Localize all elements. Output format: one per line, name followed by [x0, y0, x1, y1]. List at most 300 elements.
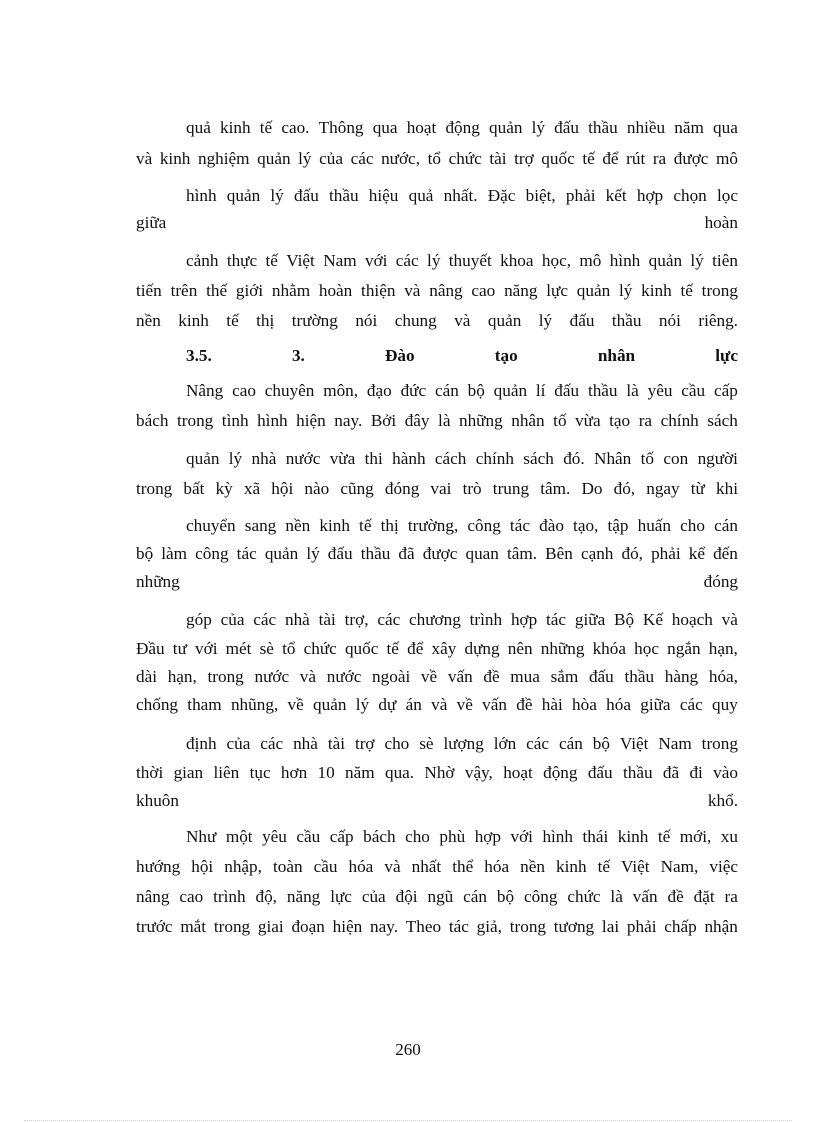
word: hóa, — [708, 667, 738, 686]
word: lọc — [716, 186, 738, 205]
word: giữa — [574, 610, 606, 629]
word: và — [384, 857, 401, 876]
text-line — [136, 856, 738, 878]
word: kinh — [319, 516, 350, 535]
word: đấu — [293, 186, 319, 205]
text-line — [186, 826, 738, 848]
word: lớn — [493, 734, 517, 753]
word: phải — [651, 544, 681, 563]
word: vấn — [632, 887, 658, 906]
word: đào — [539, 516, 564, 535]
word: người — [697, 449, 738, 468]
text-line — [136, 310, 738, 332]
text-line — [136, 694, 738, 716]
word: học, — [541, 251, 572, 270]
word: cán — [714, 516, 738, 535]
word: hình — [257, 411, 288, 430]
word: mới, — [679, 827, 712, 846]
word: các — [679, 695, 703, 714]
word: biệt, — [525, 186, 556, 205]
word: hình — [609, 251, 641, 270]
word: sách — [707, 411, 738, 430]
word: chức — [448, 149, 482, 168]
word: ngắn — [667, 639, 701, 658]
word: ngoài — [372, 667, 411, 686]
word: hội — [271, 479, 294, 498]
word: hội — [191, 857, 214, 876]
word: nhà — [251, 449, 277, 468]
word: trong — [136, 479, 173, 498]
word: tạo, — [573, 516, 599, 535]
word: toàn — [272, 857, 303, 876]
text-line — [186, 185, 738, 207]
word: đó, — [613, 479, 636, 498]
text-line — [136, 410, 738, 432]
word: được — [673, 149, 709, 168]
word: trợ — [354, 734, 375, 753]
section-heading: 3.5. 3. Đào tạo nhân lực — [186, 346, 738, 365]
text-line — [136, 280, 738, 302]
word: tiên — [712, 251, 738, 270]
word: chính — [475, 449, 514, 468]
word: đề — [483, 667, 500, 686]
word: thiện — [361, 281, 396, 300]
word: nay. — [370, 917, 398, 936]
word: Bên — [545, 544, 573, 563]
word: khoa — [500, 251, 534, 270]
word: Việt — [621, 857, 650, 876]
word: kinh — [617, 827, 649, 846]
word: nên — [507, 639, 533, 658]
word: thi — [364, 449, 383, 468]
word: khóa — [592, 639, 626, 658]
word: chuyển — [186, 516, 236, 535]
word: quản — [648, 251, 683, 270]
word: tế — [680, 281, 693, 300]
word: đấu — [587, 763, 613, 782]
word: cảnh — [186, 251, 219, 270]
text-line — [136, 666, 738, 688]
word: tế — [226, 311, 239, 330]
page-number: 260 — [395, 1040, 421, 1059]
word: đạo — [366, 381, 392, 400]
word: lý — [298, 149, 312, 168]
word: những — [540, 639, 585, 658]
word: hiện — [296, 411, 326, 430]
word: lực — [546, 281, 568, 300]
word: lý — [228, 449, 243, 468]
word: vừa — [575, 411, 601, 430]
word: mô — [716, 149, 738, 168]
word: cao — [232, 381, 256, 400]
word: hướng — [136, 857, 181, 876]
word: đội — [395, 887, 418, 906]
word: việc — [709, 857, 738, 876]
word: quản — [257, 149, 291, 168]
word: Nhân — [594, 449, 632, 468]
word: nước — [285, 449, 321, 468]
word: án — [405, 695, 422, 714]
word: 10 — [317, 763, 335, 782]
word: kinh — [641, 281, 672, 300]
word: lý — [427, 251, 441, 270]
word: cao — [471, 281, 496, 300]
word: bách — [136, 411, 169, 430]
word: xu — [720, 827, 738, 846]
word: một — [225, 827, 253, 846]
word: hợp — [474, 827, 501, 846]
word: và — [454, 311, 471, 330]
word: Việt — [619, 734, 649, 753]
word: chuyên — [264, 381, 315, 400]
word: thế — [206, 281, 228, 300]
word: tế — [386, 639, 399, 658]
word: lý — [531, 118, 545, 137]
word: tác — [236, 544, 257, 563]
word: tác — [509, 516, 530, 535]
word: quản — [186, 449, 220, 468]
word: hóa — [484, 857, 510, 876]
word: ngay — [646, 479, 680, 498]
text-line — [136, 638, 738, 660]
word: bách — [363, 827, 396, 846]
word: Như — [186, 827, 217, 846]
word: chọn — [673, 186, 707, 205]
text-line — [136, 886, 738, 908]
word: của — [361, 887, 386, 906]
word: nâng — [136, 887, 170, 906]
word: thời — [136, 763, 164, 782]
word: hợp — [636, 186, 664, 205]
word: tâm. — [506, 544, 538, 563]
word: huấn — [637, 516, 672, 535]
word: sè — [419, 734, 434, 753]
word: các — [377, 610, 401, 629]
word: sách — [523, 449, 554, 468]
word: đấu — [554, 381, 580, 400]
word: thị — [256, 311, 275, 330]
word: kỳ — [215, 479, 233, 498]
word: đã — [662, 763, 680, 782]
word: đấu — [588, 667, 614, 686]
word: Bởi — [370, 411, 397, 430]
word: Việt — [286, 251, 315, 270]
word: nhà — [284, 610, 310, 629]
word: kinh — [159, 149, 191, 168]
word: quản — [264, 544, 299, 563]
word: tế — [359, 516, 372, 535]
word: với — [364, 251, 388, 270]
word: đặt — [693, 887, 715, 906]
word: tài — [489, 149, 507, 168]
word: tư — [172, 639, 187, 658]
word: thầu — [587, 381, 618, 400]
word: yêu — [262, 827, 287, 846]
word: bộ — [592, 734, 610, 753]
word: Nam, — [660, 857, 699, 876]
text-line — [136, 478, 738, 500]
word: công — [524, 887, 558, 906]
word: khi — [716, 479, 738, 498]
word: phải — [626, 917, 657, 936]
text-line-split: giữa hoàn — [136, 213, 738, 232]
word: riêng. — [698, 311, 738, 330]
word: Bộ — [614, 610, 635, 629]
word: cho — [405, 827, 430, 846]
word: đến — [713, 544, 738, 563]
word: năm — [674, 118, 704, 137]
word: độ, — [255, 887, 277, 906]
word: nói — [355, 311, 378, 330]
word: Nam — [658, 734, 692, 753]
text-line-split: khuôn khổ. — [136, 791, 738, 810]
text-line — [136, 543, 738, 565]
word: tố — [640, 449, 655, 468]
word: cầu — [313, 857, 338, 876]
word: qua — [372, 118, 398, 137]
text-line — [136, 148, 738, 170]
word: tạo — [609, 411, 631, 430]
word: để — [602, 149, 619, 168]
word: tham — [187, 695, 222, 714]
word: thầu — [360, 544, 391, 563]
word: lý — [690, 251, 704, 270]
word: để — [407, 639, 424, 658]
word: công — [195, 544, 229, 563]
word: cán — [463, 887, 488, 906]
word: vừa — [329, 449, 356, 468]
word: đề — [667, 887, 684, 906]
word: chống — [136, 695, 179, 714]
word: vai — [430, 479, 452, 498]
word: định — [186, 734, 217, 753]
word: đây — [404, 411, 430, 430]
word: thầu — [611, 311, 642, 330]
word: mắt — [180, 917, 207, 936]
word: dựng — [464, 639, 500, 658]
word: nhũng, — [230, 695, 279, 714]
word: quản — [489, 118, 523, 137]
word: Nhờ — [424, 763, 455, 782]
page-bottom-rule — [24, 1120, 792, 1121]
word: trò — [462, 479, 482, 498]
word: kết — [605, 186, 627, 205]
word: vào — [713, 763, 738, 782]
word: tế — [657, 827, 671, 846]
word: tục — [249, 763, 271, 782]
word: kinh — [178, 311, 209, 330]
word: phù — [439, 827, 466, 846]
word: nhà — [293, 734, 318, 753]
word: nhất — [411, 857, 442, 876]
text-line — [186, 515, 738, 537]
word: Đặc — [487, 186, 516, 205]
word: nước, — [381, 149, 420, 168]
word: vấn — [447, 667, 473, 686]
word: những — [458, 411, 503, 430]
word: nhập, — [224, 857, 262, 876]
word: đoạn — [291, 917, 325, 936]
word: và — [404, 281, 421, 300]
word: trên — [170, 281, 198, 300]
word: tài — [318, 610, 336, 629]
word: mét — [225, 639, 252, 658]
word: yêu — [647, 381, 673, 400]
word: sang — [244, 516, 277, 535]
word: hạn, — [167, 667, 197, 686]
word: đấu — [327, 544, 353, 563]
word: tài — [327, 734, 346, 753]
word: hàng — [664, 667, 699, 686]
text-line — [186, 448, 738, 470]
word: sè — [259, 639, 274, 658]
word: các — [260, 734, 284, 753]
word: lí — [535, 381, 546, 400]
word: của — [220, 610, 245, 629]
word: rút — [626, 149, 646, 168]
word: nghiệm — [197, 149, 250, 168]
word: từ — [690, 479, 705, 498]
word: về — [287, 695, 304, 714]
text-line — [186, 250, 738, 272]
word: lý — [270, 186, 284, 205]
word: qua — [713, 118, 738, 137]
word: quy — [712, 695, 738, 714]
word: thầu — [624, 667, 655, 686]
word: trợ — [514, 149, 534, 168]
word: cấp — [713, 381, 738, 400]
word: giả, — [476, 917, 502, 936]
word: cũng — [340, 479, 374, 498]
word: cao. — [281, 118, 310, 137]
word: trong — [509, 917, 547, 936]
word: nước — [254, 667, 290, 686]
word: trong — [176, 411, 214, 430]
word: kinh — [220, 118, 251, 137]
word: đấu — [569, 311, 595, 330]
word: vấn — [482, 695, 507, 714]
word: trình — [469, 610, 503, 629]
word: năng — [286, 887, 321, 906]
word: tâm. — [540, 479, 571, 498]
word: lý — [355, 695, 370, 714]
word: trong — [213, 917, 251, 936]
word: ra — [652, 149, 667, 168]
word: trường — [291, 311, 338, 330]
word: hòa — [572, 695, 597, 714]
word: quả — [408, 186, 434, 205]
word: chấp — [664, 917, 697, 936]
word: góp — [186, 610, 212, 629]
word: lý — [618, 281, 633, 300]
word: bất — [183, 479, 205, 498]
word: lý — [306, 544, 320, 563]
word: xây — [431, 639, 457, 658]
text-line — [136, 916, 738, 938]
word: nói — [658, 311, 681, 330]
word: đó. — [563, 449, 585, 468]
word: hoạt — [406, 118, 437, 137]
word: thuyết — [448, 251, 492, 270]
word: hài — [541, 695, 563, 714]
word: đóng — [384, 479, 420, 498]
word: cầu — [681, 381, 706, 400]
word: động — [445, 118, 480, 137]
word: chức — [303, 639, 337, 658]
word: các — [253, 610, 277, 629]
word: các — [526, 734, 550, 753]
word: là — [438, 411, 451, 430]
word: trình — [213, 887, 246, 906]
word: hoạt — [503, 763, 533, 782]
word: nhân — [511, 411, 545, 430]
word: hình — [186, 186, 217, 205]
word: đức — [400, 381, 427, 400]
word: tế — [265, 251, 278, 270]
word: hơn — [280, 763, 308, 782]
word: tổ — [427, 149, 441, 168]
word: cao — [179, 887, 204, 906]
word: lượng — [443, 734, 484, 753]
word: trước — [136, 917, 173, 936]
word: mô — [579, 251, 602, 270]
word: nay. — [334, 411, 363, 430]
word: Theo — [405, 917, 442, 936]
word: cầu — [296, 827, 321, 846]
word: quản — [313, 695, 347, 714]
word: và — [721, 610, 738, 629]
word: năng — [504, 281, 538, 300]
word: nhận — [704, 917, 738, 936]
word: liên — [213, 763, 240, 782]
word: tập — [607, 516, 629, 535]
word: nền — [520, 857, 545, 876]
word: tổ — [282, 639, 296, 658]
word: nào — [304, 479, 330, 498]
word: cạnh — [580, 544, 614, 563]
word: trung — [492, 479, 530, 498]
word: qua. — [384, 763, 415, 782]
word: thái — [582, 827, 609, 846]
word: hiệu — [368, 186, 399, 205]
word: các — [350, 149, 374, 168]
word: làm — [161, 544, 188, 563]
word: ngũ — [427, 887, 454, 906]
word: hình — [542, 827, 573, 846]
word: nhằm — [271, 281, 311, 300]
word: và — [136, 149, 153, 168]
word: môn, — [323, 381, 359, 400]
word: chức — [567, 887, 601, 906]
word: tế — [597, 857, 610, 876]
word: thể — [452, 857, 474, 876]
word: công — [467, 516, 501, 535]
word: với — [510, 827, 533, 846]
word: giữa — [640, 695, 671, 714]
word: Thông — [318, 118, 364, 137]
word: nền — [285, 516, 311, 535]
word: quan — [465, 544, 499, 563]
word: cấp — [329, 827, 354, 846]
word: quản — [576, 281, 611, 300]
word: nền — [136, 311, 161, 330]
word: hóa — [606, 695, 631, 714]
word: Kế — [642, 610, 663, 629]
word: quản — [487, 311, 522, 330]
word: chương — [409, 610, 461, 629]
word: Do — [581, 479, 603, 498]
word: bộ — [467, 381, 485, 400]
